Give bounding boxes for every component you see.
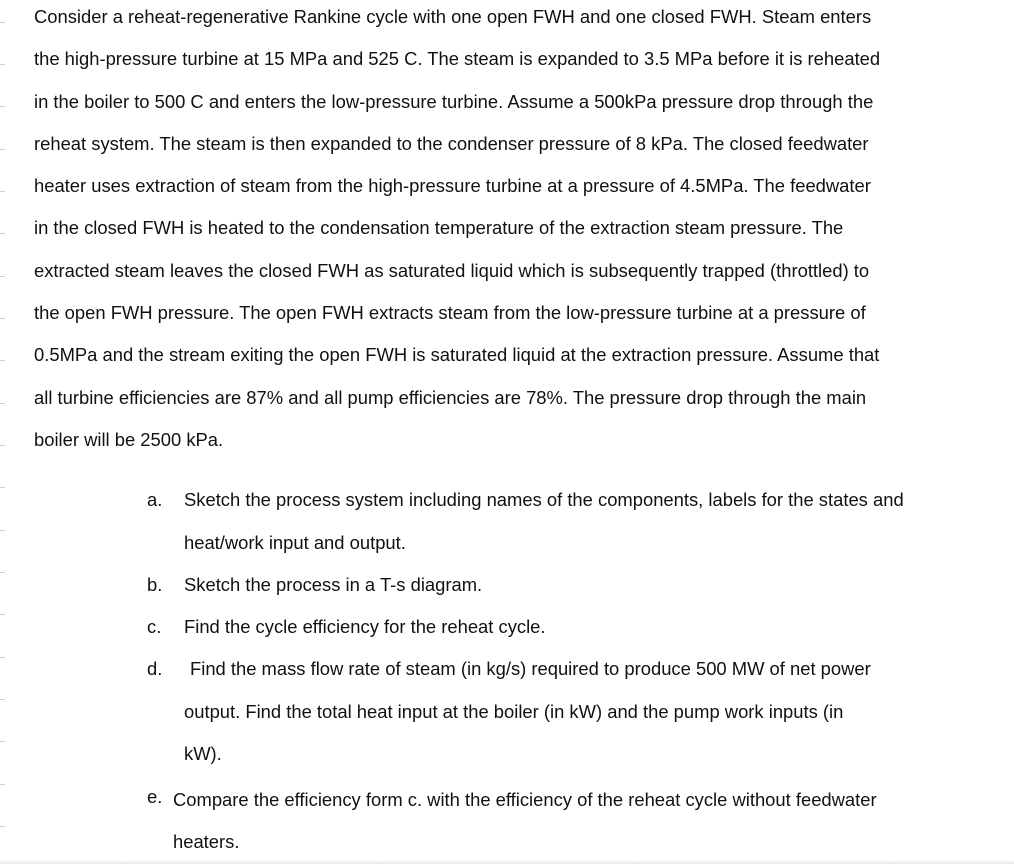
- question-e-marker: e.: [147, 786, 163, 807]
- margin-tick: [0, 22, 5, 23]
- problem-line: heater uses extraction of steam from the high-pressure turbine at a pressure of 4.5MPa. The feedwater: [34, 175, 871, 197]
- problem-line: all turbine efficiencies are 87% and all pump efficiencies are 78%. The pressure drop through the main: [34, 386, 867, 408]
- margin-tick: [0, 784, 5, 785]
- question-b-marker: b.: [147, 574, 163, 595]
- margin-tick: [0, 445, 5, 446]
- problem-line: in the closed FWH is heated to the condensation temperature of the extraction steam pressure. The: [34, 217, 844, 239]
- problem-line: in the boiler to 500 C and enters the low-pressure turbine. Assume a 500kPa pressure drop through the: [34, 90, 874, 112]
- margin-tick: [0, 276, 5, 277]
- margin-tick: [0, 106, 5, 107]
- margin-tick: [0, 403, 5, 404]
- margin-tick: [0, 487, 5, 488]
- margin-tick: [0, 699, 5, 700]
- margin-tick: [0, 191, 5, 192]
- question-c-marker: c.: [147, 616, 162, 637]
- question-a-marker: a.: [147, 489, 163, 510]
- margin-tick: [0, 318, 5, 319]
- question-b-line: Sketch the process in a T-s diagram.: [184, 574, 483, 595]
- question-d-line: output. Find the total heat input at the boiler (in kW) and the pump work inputs (in: [184, 701, 844, 722]
- margin-tick: [0, 741, 5, 742]
- problem-line: Consider a reheat-regenerative Rankine cycle with one open FWH and one closed FWH. Steam enters: [34, 6, 872, 27]
- problem-statement: [34, 0, 1006, 461]
- question-d-marker: d.: [147, 658, 163, 679]
- margin-tick: [0, 657, 5, 658]
- margin-tick: [0, 64, 5, 65]
- margin-tick: [0, 149, 5, 150]
- margin-tick: [0, 530, 5, 531]
- page-bottom-edge: [0, 860, 1014, 864]
- question-d-line: kW).: [184, 743, 222, 764]
- question-e-line: heaters.: [173, 831, 240, 852]
- problem-line: 0.5MPa and the stream exiting the open FWH is saturated liquid at the extraction pressure. Assume that: [34, 344, 880, 366]
- margin-tick: [0, 614, 5, 615]
- margin-tick: [0, 360, 5, 361]
- problem-line: the high-pressure turbine at 15 MPa and 525 C. The steam is expanded to 3.5 MPa before it is reheated: [34, 48, 881, 70]
- problem-line: the open FWH pressure. The open FWH extracts steam from the low-pressure turbine at a pressure of: [34, 302, 866, 324]
- margin-tick: [0, 233, 5, 234]
- question-a-line: heat/work input and output.: [184, 532, 406, 553]
- problem-line: boiler will be 2500 kPa.: [34, 428, 224, 450]
- question-c-line: Find the cycle efficiency for the reheat cycle.: [184, 616, 546, 637]
- margin-tick: [0, 826, 5, 827]
- question-e-line: Compare the efficiency form c. with the efficiency of the reheat cycle without feedwater: [173, 789, 877, 810]
- question-d-line: Find the mass flow rate of steam (in kg/s) required to produce 500 MW of net power: [190, 658, 871, 679]
- problem-line: reheat system. The steam is then expanded to the condenser pressure of 8 kPa. The closed feedwater: [34, 132, 869, 154]
- left-margin-ticks: [0, 0, 6, 864]
- question-a-line: Sketch the process system including names of the components, labels for the states and: [184, 489, 904, 510]
- margin-tick: [0, 572, 5, 573]
- problem-line: extracted steam leaves the closed FWH as saturated liquid which is subsequently trapped (throttled) to: [34, 259, 870, 281]
